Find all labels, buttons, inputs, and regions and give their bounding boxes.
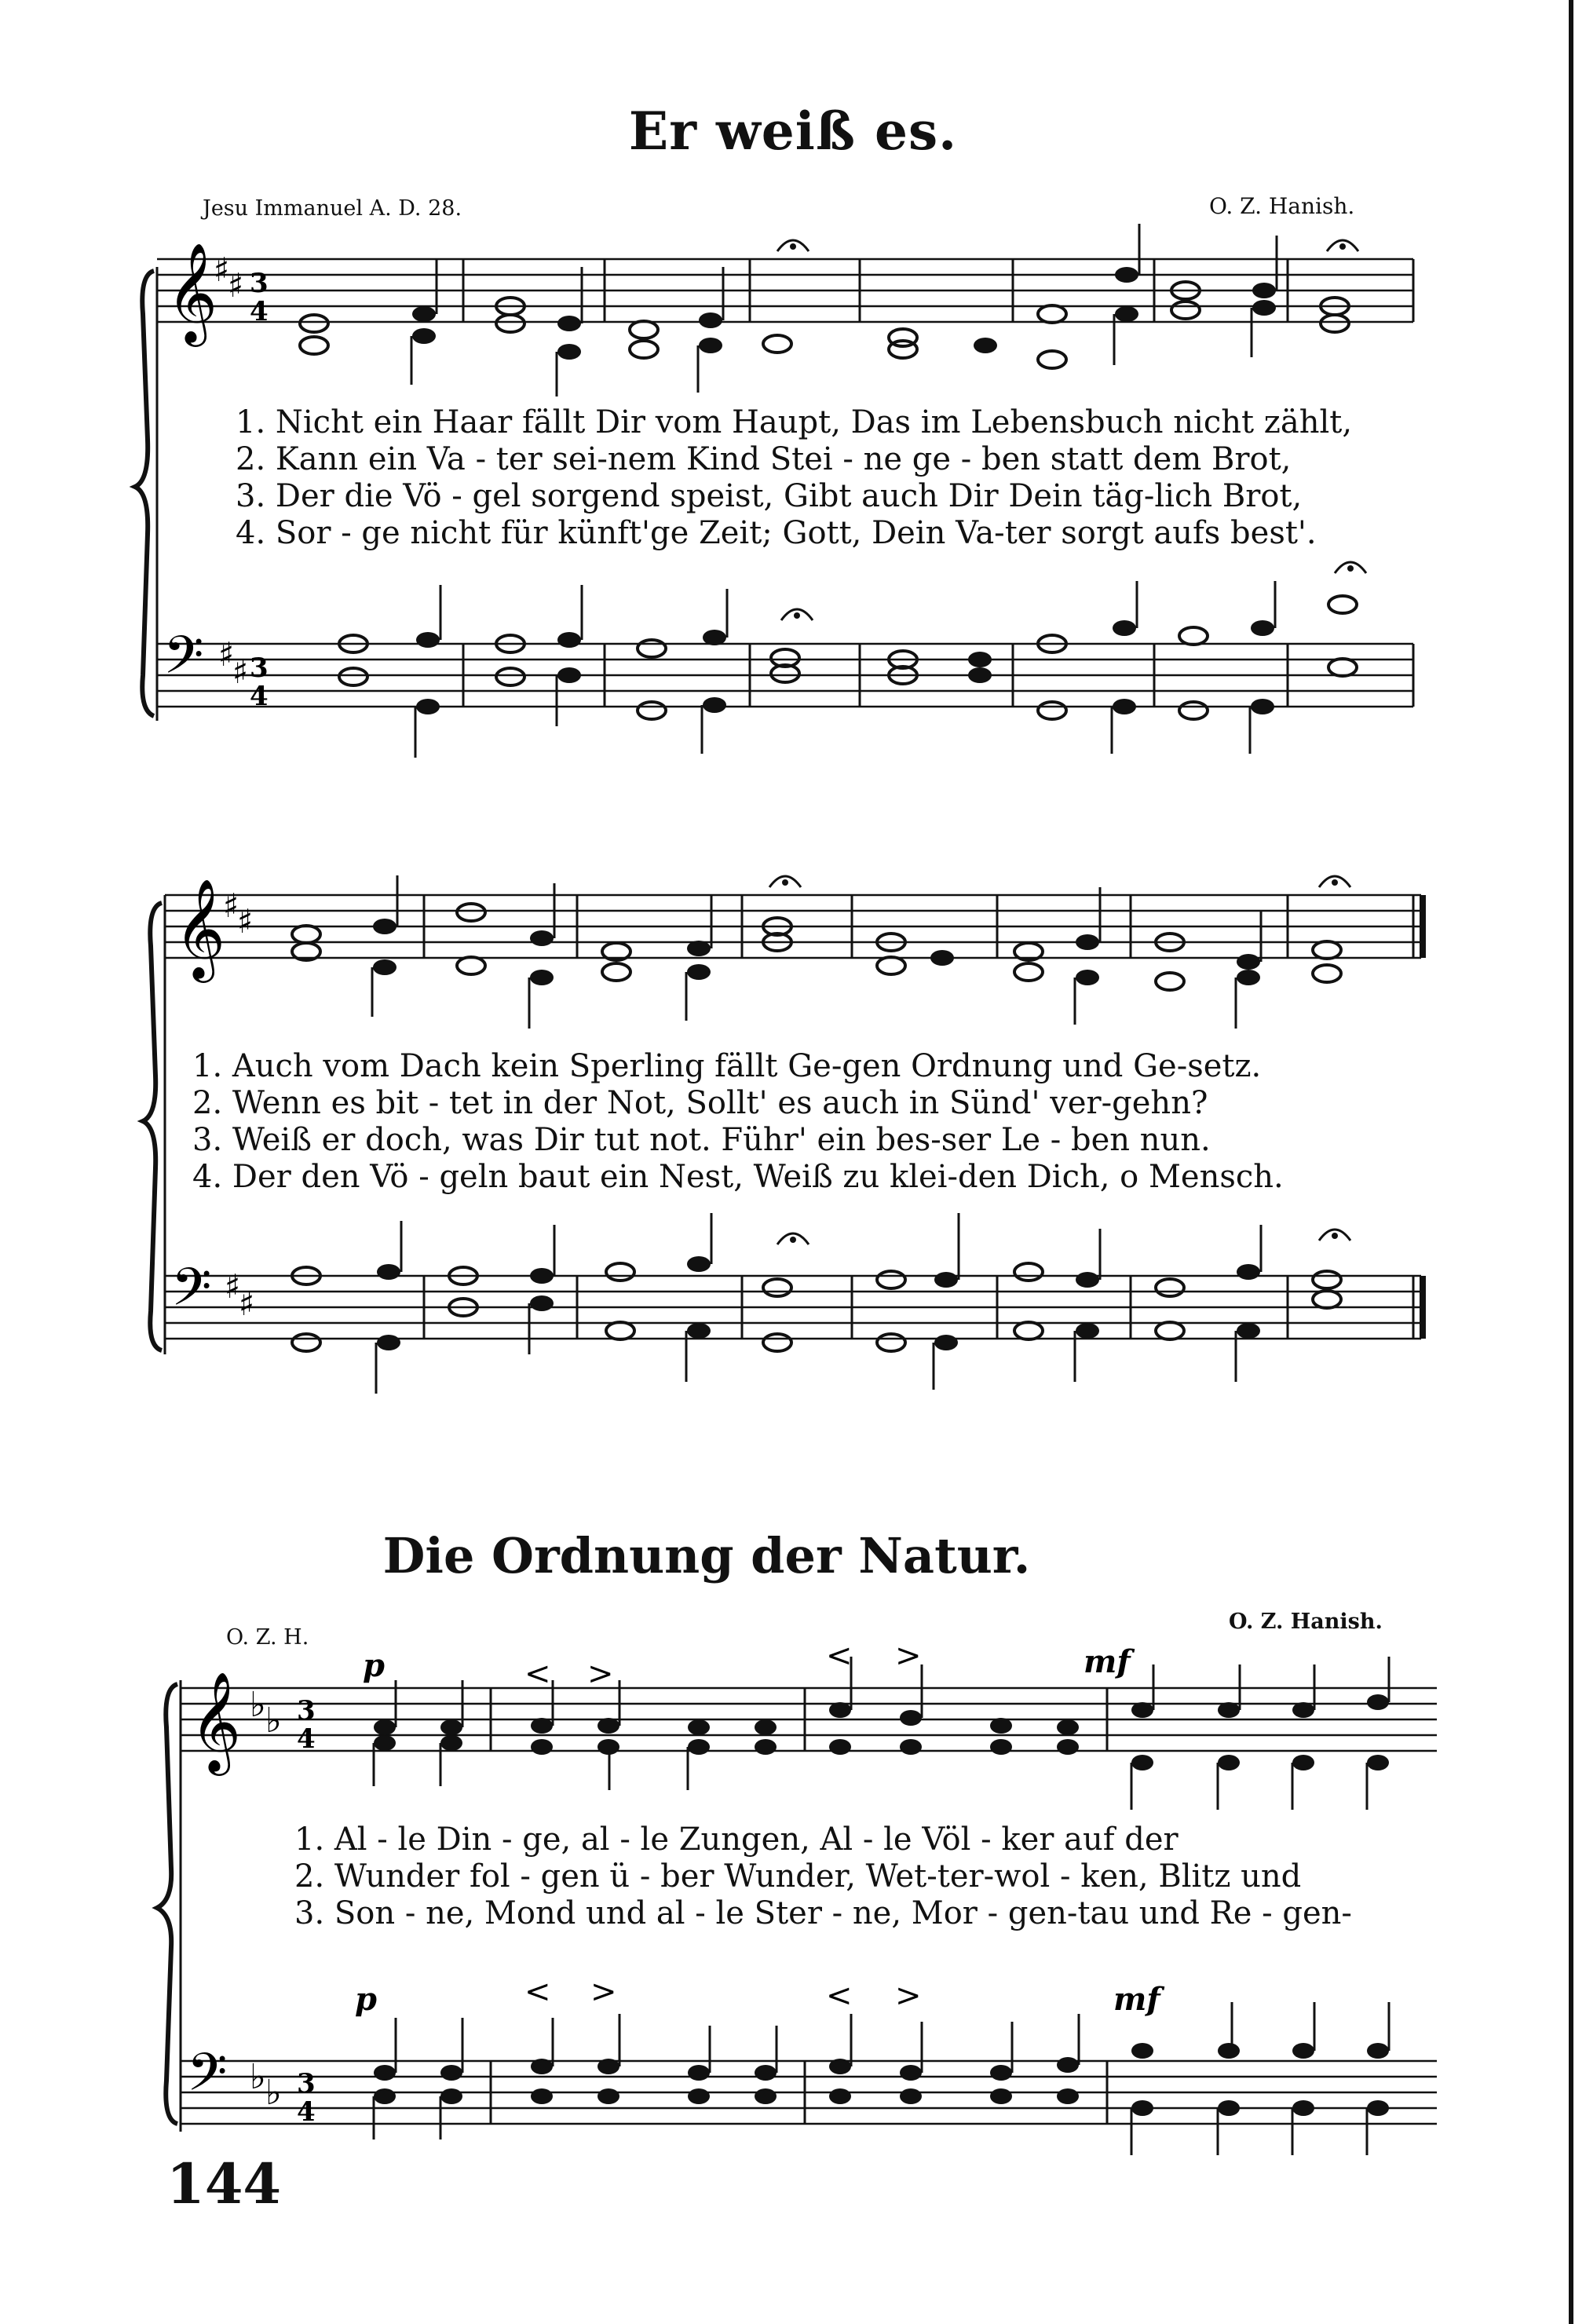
svg-text:♯: ♯ <box>228 266 244 305</box>
svg-text:♯: ♯ <box>225 1267 241 1306</box>
svg-text:♯: ♯ <box>214 250 230 289</box>
verse-line: 1. Nicht ein Haar fällt Dir vom Haupt, Das im Lebensbuch nicht zählt, <box>236 404 1353 440</box>
verse-line: 2. Wenn es bit - tet in der Not, Sollt' es auch in Sünd' ver-gehn? <box>192 1085 1208 1121</box>
svg-text:<: < <box>826 1638 853 1674</box>
svg-text:𝄞: 𝄞 <box>166 242 218 342</box>
verse-line: 2. Wunder fol - gen ü - ber Wunder, Wet-ter-wol - ken, Blitz und <box>294 1858 1302 1895</box>
svg-text:mf: mf <box>1113 1981 1160 2018</box>
composer-credit: O. Z. Hanish. <box>1209 193 1355 219</box>
svg-text:𝄢: 𝄢 <box>163 625 204 698</box>
verse-line: 2. Kann ein Va - ter sei-nem Kind Stei - ne ge - ben statt dem Brot, <box>236 441 1292 477</box>
svg-text:3: 3 <box>297 1695 316 1727</box>
svg-text:<: < <box>524 1974 551 2010</box>
svg-text:♭: ♭ <box>265 2073 282 2113</box>
svg-text:<: < <box>524 1656 551 1692</box>
svg-text:♯: ♯ <box>237 902 254 941</box>
svg-text:♯: ♯ <box>239 1284 255 1323</box>
lyricist-credit: Jesu Immanuel A. D. 28. <box>203 196 462 221</box>
svg-text:♭: ♭ <box>250 2057 266 2097</box>
svg-text:3: 3 <box>250 652 269 684</box>
svg-text:>: > <box>587 1656 614 1692</box>
svg-text:4: 4 <box>297 1723 316 1755</box>
svg-text:p: p <box>363 1647 385 1684</box>
svg-text:>: > <box>590 1974 617 2010</box>
svg-text:<: < <box>826 1978 853 2014</box>
svg-text:4: 4 <box>250 296 269 327</box>
verse-line: 1. Al - le Din - ge, al - le Zungen, Al - le Völ - ker auf der <box>294 1822 1179 1858</box>
verse-line: 4. Der den Vö - geln baut ein Nest, Weiß zu klei-den Dich, o Mensch. <box>192 1159 1284 1195</box>
svg-text:♯: ♯ <box>232 652 249 691</box>
verse-line: 4. Sor - ge nicht für künft'ge Zeit; Gott, Dein Va-ter sorgt aufs best'. <box>236 515 1317 551</box>
verse-line: 1. Auch vom Dach kein Sperling fällt Ge-gen Ordnung und Ge-setz. <box>192 1048 1262 1084</box>
page-number: 144 <box>166 2151 282 2216</box>
svg-text:3: 3 <box>250 268 269 299</box>
lyricist-credit: O. Z. H. <box>226 1625 309 1650</box>
svg-text:mf: mf <box>1084 1643 1131 1680</box>
svg-text:♭: ♭ <box>265 1701 282 1741</box>
svg-text:p: p <box>355 1981 377 2018</box>
verse-line: 3. Weiß er doch, was Dir tut not. Führ' ein bes-ser Le - ben nun. <box>192 1122 1211 1158</box>
svg-text:>: > <box>895 1638 922 1674</box>
svg-text:𝄞: 𝄞 <box>174 878 226 978</box>
svg-text:♭: ♭ <box>250 1685 266 1725</box>
svg-text:4: 4 <box>250 681 269 712</box>
svg-text:𝄞: 𝄞 <box>190 1671 242 1771</box>
hymn-title-er-weiss-es: Er weiß es. <box>628 100 958 162</box>
svg-text:♯: ♯ <box>223 886 239 925</box>
composer-credit: O. Z. Hanish. <box>1229 1610 1383 1634</box>
svg-text:♯: ♯ <box>218 635 235 674</box>
hymn2-lyrics <box>294 1822 1352 1932</box>
svg-text:𝄢: 𝄢 <box>171 1257 212 1330</box>
svg-text:3: 3 <box>297 2068 316 2099</box>
hymn-title-die-ordnung-der-natur: Die Ordnung der Natur. <box>382 1527 1031 1584</box>
svg-text:>: > <box>895 1978 922 2014</box>
verse-line: 3. Son - ne, Mond und al - le Ster - ne, Mor - gen-tau und Re - gen- <box>294 1895 1352 1931</box>
verse-line: 3. Der die Vö - gel sorgend speist, Gibt auch Dir Dein täg-lich Brot, <box>236 478 1303 514</box>
svg-text:𝄢: 𝄢 <box>187 2042 228 2115</box>
svg-text:4: 4 <box>297 2096 316 2128</box>
